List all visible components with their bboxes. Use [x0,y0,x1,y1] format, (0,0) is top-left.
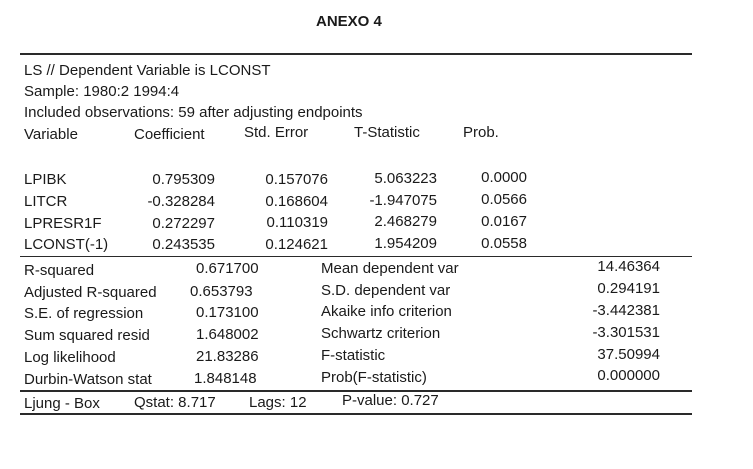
row-std-error: 0.110319 [266,214,328,231]
col-header-t-statistic: T-Statistic [354,124,420,141]
pvalue-value: P-value: 0.727 [342,392,439,409]
row-coefficient: 0.795309 [152,171,215,188]
col-header-std-error: Std. Error [244,124,309,141]
row-prob: 0.0558 [481,235,527,252]
stat-value: 0.294191 [597,280,660,297]
col-header-coefficient: Coefficient [134,126,205,143]
stat-value: 14.46364 [597,258,660,275]
row-std-error: 0.124621 [265,236,328,253]
col-header-variable: Variable [24,126,78,143]
stat-value: -3.301531 [592,324,660,341]
row-std-error: 0.157076 [265,171,328,188]
qstat-value: Qstat: 8.717 [134,394,216,411]
row-prob: 0.0000 [481,169,527,186]
row-t-statistic: 1.954209 [374,235,437,252]
row-prob: 0.0167 [481,213,527,230]
stat-label: S.D. dependent var [321,282,451,299]
row-variable: LCONST(-1) [24,236,109,253]
row-coefficient: 0.243535 [152,236,215,253]
top-rule [20,53,692,55]
stat-label: Akaike info criterion [321,303,452,320]
lags-value: Lags: 12 [249,394,307,411]
included-observations: Included observations: 59 after adjusting endpoints [24,104,363,121]
row-t-statistic: 2.468279 [374,213,437,230]
stat-value: 0.653793 [190,283,253,300]
stat-value: 0.000000 [597,367,660,384]
row-t-statistic: -1.947075 [369,192,437,209]
stat-label: Prob(F-statistic) [321,369,427,386]
stat-label: Adjusted R-squared [24,284,157,301]
stat-value: 0.671700 [196,260,259,277]
col-header-prob: Prob. [463,124,499,141]
row-variable: LPRESR1F [24,215,102,232]
stat-value: 37.50994 [597,346,660,363]
stat-value: 1.648002 [196,326,259,343]
row-std-error: 0.168604 [265,193,328,210]
stat-value: 1.848148 [194,370,257,387]
stat-label: Log likelihood [24,349,116,366]
stat-value: 0.173100 [196,304,259,321]
row-t-statistic: 5.063223 [374,170,437,187]
page-title: ANEXO 4 [316,13,382,30]
sample-range: Sample: 1980:2 1994:4 [24,83,180,100]
mid-rule [20,256,692,257]
stat-label: Durbin-Watson stat [24,371,152,388]
stat-label: S.E. of regression [24,305,144,322]
stat-label: Mean dependent var [321,260,459,277]
model-spec: LS // Dependent Variable is LCONST [24,62,271,79]
row-coefficient: -0.328284 [147,193,215,210]
stat-value: 21.83286 [196,348,259,365]
stat-label: Schwartz criterion [321,325,441,342]
ljung-box-label: Ljung - Box [24,395,100,412]
row-coefficient: 0.272297 [152,215,215,232]
stat-label: Sum squared resid [24,327,150,344]
row-variable: LPIBK [24,171,67,188]
stat-label: R-squared [24,262,95,279]
row-variable: LITCR [24,193,68,210]
bottom-rule [20,413,692,415]
row-prob: 0.0566 [481,191,527,208]
stat-value: -3.442381 [592,302,660,319]
stat-label: F-statistic [321,347,386,364]
